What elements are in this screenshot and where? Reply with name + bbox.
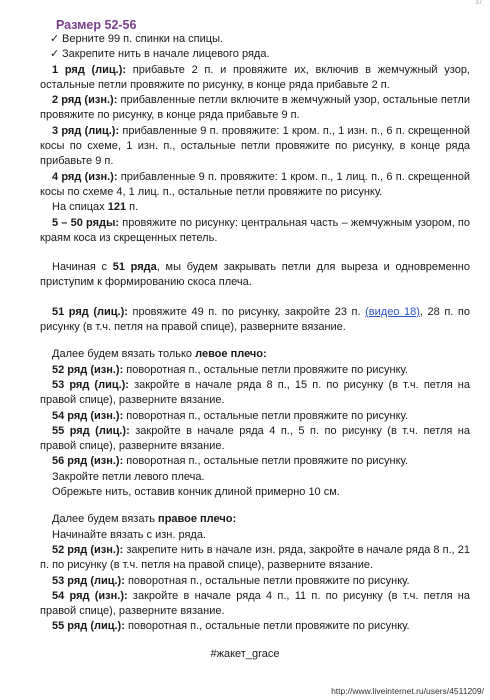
row-instruction: 5 – 50 ряды: провяжите по рисунку: центральная часть – жемчужным узором, по краям коса из скрещенных петель. [40, 216, 471, 244]
page-number: 37 [475, 0, 482, 6]
row-instruction: 56 ряд (изн.): поворотная п., остальные петли провяжите по рисунку. [52, 455, 408, 468]
stitch-count: На спицах 121 п. [52, 201, 139, 214]
row-instruction: 53 ряд (лиц.): закройте в начале ряда 8 п., 15 п. по рисунку (в т.ч. петля на правой спице), разверните вязание. [40, 378, 470, 407]
checklist-item: ✓ Верните 99 п. спинки на спицы. [40, 32, 470, 47]
checkmark-icon: ✓ [50, 48, 60, 61]
start-note: Начинайте вязать с изн. ряда. [52, 528, 207, 541]
right-shoulder-heading: Далее будем вязать правое плечо: [52, 513, 237, 526]
row-instruction: 2 ряд (изн.): прибавленные петли включите в жемчужный узор, остальные петли провяжите по рисунку, в конце ряда прибавьте 9 п. [40, 94, 470, 122]
row-instruction: 54 ряд (изн.): поворотная п., остальные петли провяжите по рисунку. [52, 409, 408, 422]
cut-yarn-note: Обрежьте нить, оставив кончик длиной примерно 10 см. [52, 486, 340, 499]
row-instruction: 52 ряд (изн.): поворотная п., остальные петли провяжите по рисунку. [52, 363, 408, 376]
row-instruction: 3 ряд (лиц.): прибавленные 9 п. провяжите: 1 кром. п., 1 изн. п., 6 п. скрещенной косы по схеме, 1 изн. п., остальные петли провяжите по рисунку, в конце ряда прибавьте 9 п. [40, 124, 471, 168]
row-instruction: 54 ряд (изн.): закройте в начале ряда 4 п., 11 п. по рисунку (в т.ч. петля на правой спице), разверните вязание. [40, 589, 471, 618]
source-watermark: http://www.liveinternet.ru/users/4511209/ [331, 686, 484, 696]
checklist-item: ✓ Закрепите нить в начале лицевого ряда. [40, 47, 470, 62]
row-instruction: 55 ряд (лиц.): поворотная п., остальные петли провяжите по рисунку. [52, 620, 410, 633]
video-link[interactable]: (видео 18) [365, 305, 420, 318]
row-instruction: 51 ряд (лиц.): провяжите 49 п. по рисунку, закройте 23 п. (видео 18), 28 п. по рисунку (в т.ч. петля на правой спице), разверните вязание. [40, 305, 471, 334]
intro-paragraph: Начиная с 51 ряда, мы будем закрывать петли для выреза и одновременно приступим к формированию скоса плеча. [40, 261, 470, 289]
row-instruction: 53 ряд (лиц.): поворотная п., остальные петли провяжите по рисунку. [52, 574, 410, 587]
row-instruction: 1 ряд (лиц.): прибавьте 2 п. и провяжите их, включив в жемчужный узор, остальные петли провяжите по рисунку, в конце ряда прибавьте 2 п. [40, 63, 470, 91]
hashtag-footer: #жакет_grace [210, 648, 280, 660]
checkmark-icon: ✓ [50, 33, 60, 45]
row-instruction: 52 ряд (изн.): закрепите нить в начале изн. ряда, закройте в начале ряда 8 п., 21 п. по рисунку (в т.ч. петля на правой спице), разверните вязание. [40, 543, 470, 572]
row-instruction: 4 ряд (изн.): прибавленные 9 п. провяжите: 1 кром. п., 1 лиц. п., 6 п. скрещенной косы по схеме 4, 1 лиц. п., остальные петли провяжите по рисунку. [40, 170, 470, 198]
close-stitches-note: Закройте петли левого плеча. [52, 470, 205, 483]
row-instruction: 55 ряд (лиц.): закройте в начале ряда 4 п., 5 п. по рисунку (в т.ч. петля на правой спице), разверните вязание. [40, 424, 470, 453]
left-shoulder-heading: Далее будем вязать только левое плечо: [52, 348, 267, 361]
section-title: Размер 52-56 [56, 18, 137, 32]
instructions-body [40, 32, 470, 635]
